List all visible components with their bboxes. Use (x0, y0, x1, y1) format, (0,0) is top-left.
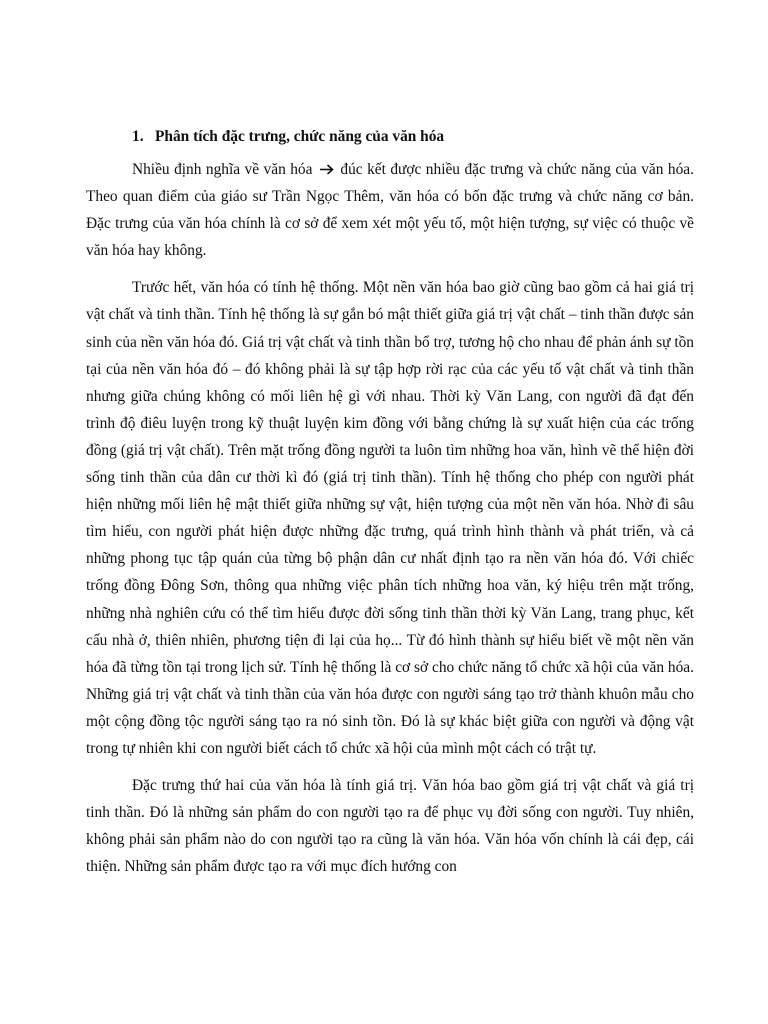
intro-text-start: Nhiều định nghĩa về văn hóa (132, 161, 313, 178)
section-number: 1. (132, 128, 144, 145)
paragraph-value: Đặc trưng thứ hai của văn hóa là tính giá trị. Văn hóa bao gồm giá trị vật chất và giá trị tinh thần. Đó là những sản phẩm do con người tạo ra để phục vụ đời sống con người. Tuy nhiên, không phải sản phẩm nào do con người tạo ra cũng là văn hóa. Văn hóa vốn chính là cái đẹp, cái thiện. Những sản phẩm được tạo ra với mục đích hướng con (86, 777, 694, 876)
section-heading (86, 124, 694, 150)
intro-text-end: đúc kết được nhiều đặc trưng và chức năng của văn hóa. Theo quan điểm của giáo sư Trần Ngọc Thêm, văn hóa có bốn đặc trưng và chức năng cơ bản. Đặc trưng của văn hóa chính là cơ sở để xem xét một yếu tố, một hiện tượng, sự việc có thuộc về văn hóa hay không. (86, 161, 694, 260)
document-body (86, 124, 694, 890)
right-arrow-icon (319, 164, 334, 175)
paragraph-intro (86, 156, 694, 264)
section-title: Phân tích đặc trưng, chức năng của văn hóa (155, 128, 445, 145)
paragraph-system: Trước hết, văn hóa có tính hệ thống. Một nền văn hóa bao giờ cũng bao gồm cả hai giá trị vật chất và tinh thần. Tính hệ thống là sự gắn bó mật thiết giữa giá trị vật chất – tinh thần được sản sinh của nền văn hóa đó. Giá trị vật chất và tinh thần bổ trợ, tương hộ cho nhau để phản ánh sự tồn tại của nền văn hóa đó – đó không phải là sự tập hợp rời rạc của các yếu tố vật chất và tinh thần nhưng giữa chúng không có mối liên hệ gì với nhau. Thời kỳ Văn Lang, con người đã đạt đến trình độ điêu luyện trong kỹ thuật luyện kim đồng với bằng chứng là sự xuất hiện của các trống đồng (giá trị vật chất). Trên mặt trống đồng người ta luôn tìm những hoa văn, hình vẽ thể hiện đời sống tinh thần của dân cư thời kì đó (giá trị tinh thần). Tính hệ thống cho phép con người phát hiện những mối liên hệ mật thiết giữa những sự vật, hiện tượng của một nền văn hóa. Nhờ đi sâu tìm hiểu, con người phát hiện được những đặc trưng, quá trình hình thành và phát triển, và cả những phong tục tập quán của từng bộ phận dân cư nhất định tạo ra nền văn hóa đó. Với chiếc trống đồng Đông Sơn, thông qua những việc phân tích những hoa văn, ký hiệu trên mặt trống, những nhà nghiên cứu có thể tìm hiểu được đời sống tinh thần thời kỳ Văn Lang, trang phục, kết cấu nhà ở, thiên nhiên, phương tiện đi lại của họ... Từ đó hình thành sự hiểu biết về một nền văn hóa đã từng tồn tại trong lịch sử. Tính hệ thống là cơ sở cho chức năng tổ chức xã hội của văn hóa. Những giá trị vật chất và tinh thần của văn hóa được con người sáng tạo trở thành khuôn mẫu cho một cộng đồng tộc người sáng tạo ra nó sinh tồn. Đó là sự khác biệt giữa con người và động vật trong tự nhiên khi con người biết cách tổ chức xã hội của mình một cách có trật tự. (86, 279, 694, 757)
